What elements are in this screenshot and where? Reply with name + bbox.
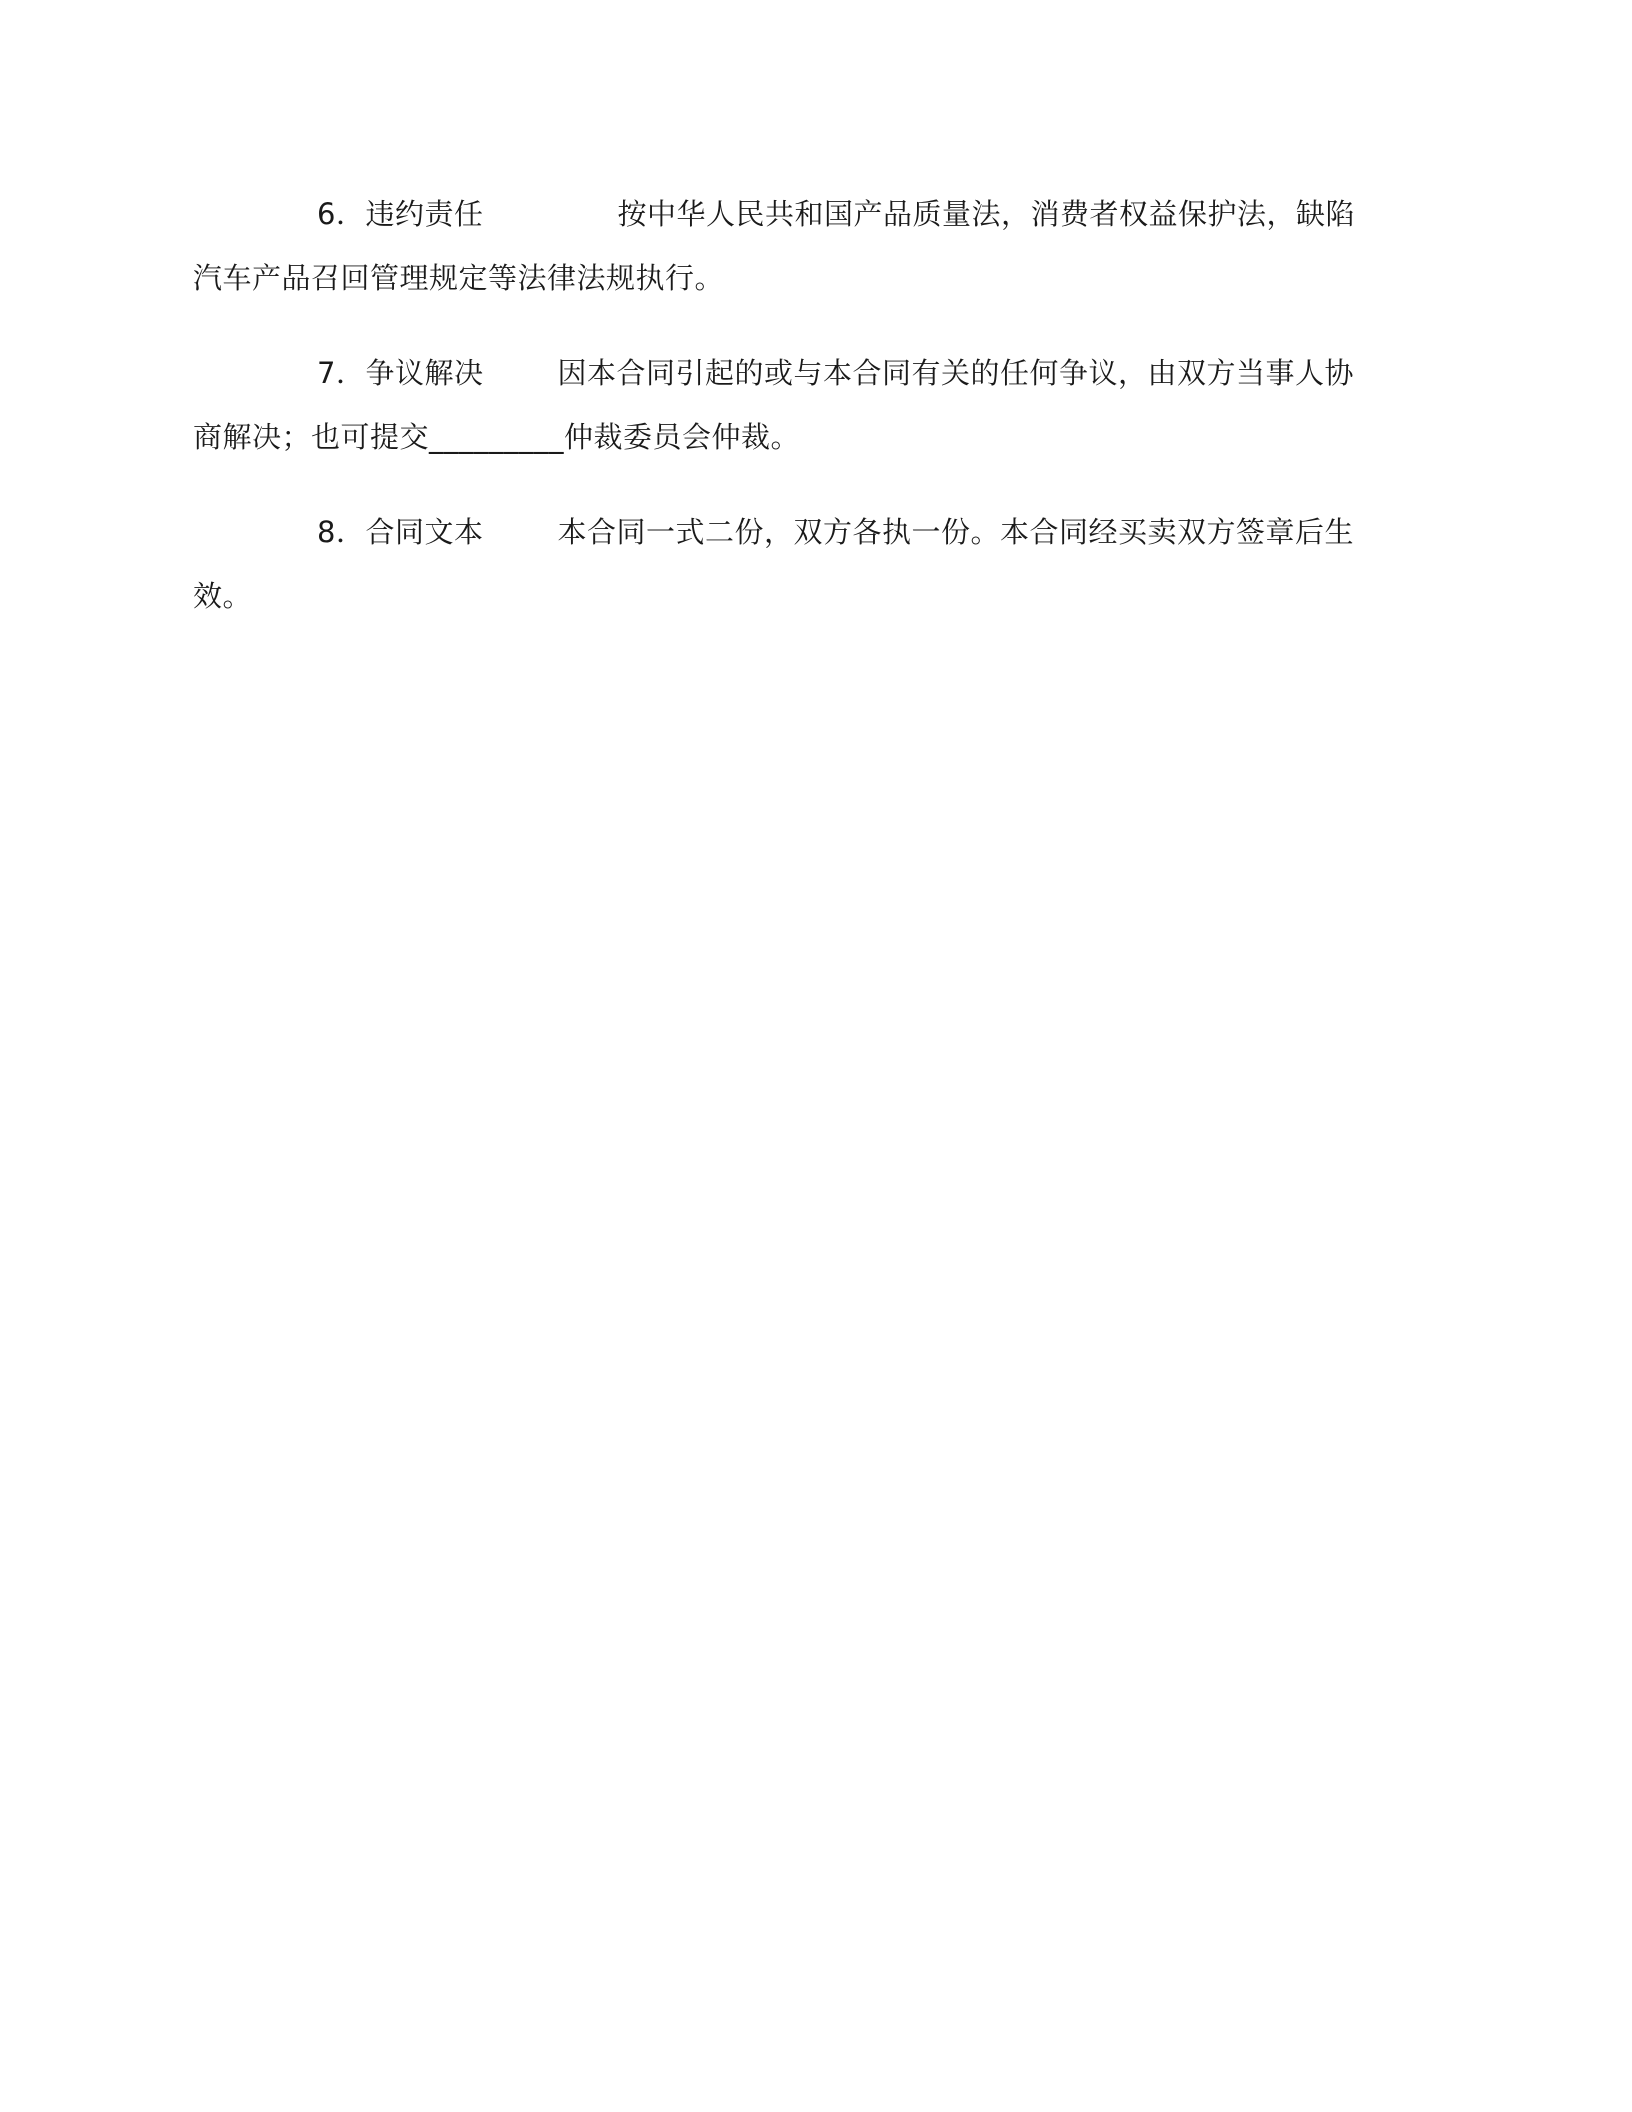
clause-text-before-blank: 商解决；也可提交 — [193, 420, 430, 454]
clause-text-continued: 汽车产品召回管理规定等法律法规执行。 — [193, 261, 725, 295]
clause-text-continued — [193, 405, 1423, 469]
clause-text: 本合同一式二份，双方各执一份。本合同经买卖双方签章后生 — [557, 515, 1354, 549]
clause-text: 按中华人民共和国产品质量法，消费者权益保护法，缺陷 — [617, 197, 1355, 231]
clause-heading: 合同文本 — [365, 515, 484, 549]
clause-text-after-blank: 仲裁委员会仲裁。 — [564, 420, 801, 454]
clause-first-line — [193, 182, 1423, 246]
clause-breach-liability — [193, 182, 1423, 310]
clause-first-line — [193, 500, 1423, 564]
clause-heading: 违约责任 — [365, 197, 484, 231]
clause-first-line — [193, 341, 1423, 405]
clause-number: 6． — [317, 197, 366, 231]
clause-number: 8． — [317, 515, 366, 549]
clause-contract-text — [193, 500, 1423, 628]
arbitration-commission-blank: _________ — [429, 420, 565, 454]
clause-heading: 争议解决 — [365, 356, 484, 390]
clause-number: 7． — [317, 356, 366, 390]
clause-text-continued: 效。 — [193, 579, 253, 613]
clause-text: 因本合同引起的或与本合同有关的任何争议，由双方当事人协 — [557, 356, 1354, 390]
clause-dispute-resolution — [193, 341, 1423, 469]
